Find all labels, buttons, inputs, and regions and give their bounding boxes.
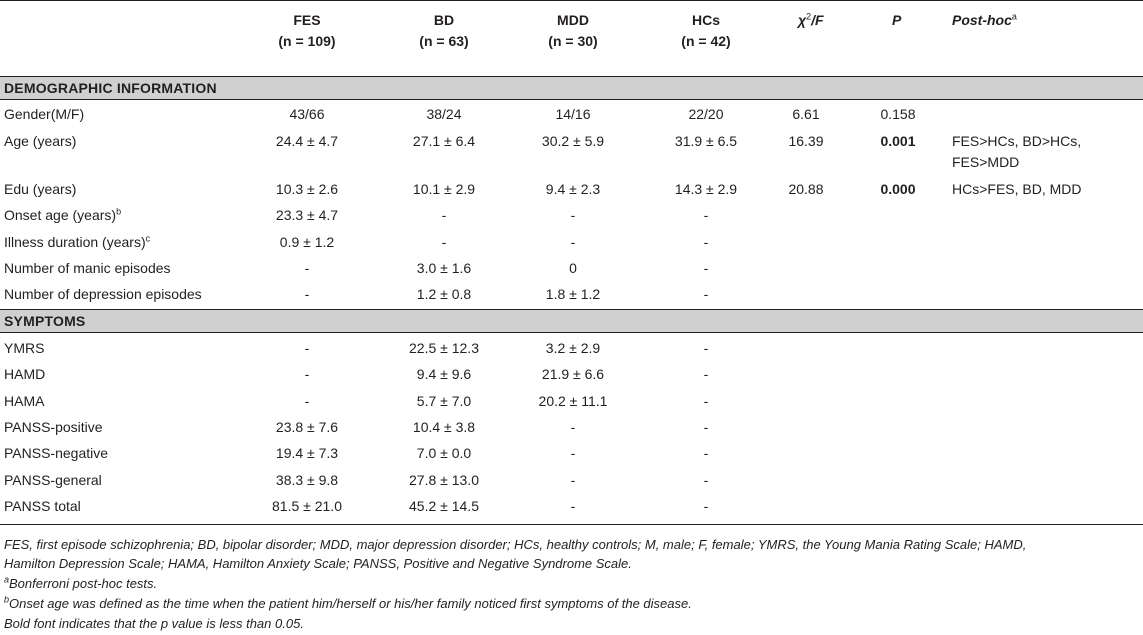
footnote-abbreviations-2: Hamilton Depression Scale; HAMA, Hamilton Anxiety Scale; PANSS, Positive and Negative Syndrome Scale. [4,556,632,571]
cell-fes: 81.5 ± 21.0 [272,498,342,514]
cell-bd: 10.4 ± 3.8 [412,419,476,435]
cell-fes: 23.8 ± 7.6 [275,419,339,435]
cell-bd: 1.2 ± 0.8 [416,286,472,302]
cell-bd: 3.0 ± 1.6 [416,260,472,276]
section-demographic [0,76,1143,100]
row-label: PANSS-negative [4,445,109,461]
cell-p: 0.000 [880,181,916,197]
footnote-abbreviations-1: FES, first episode schizophrenia; BD, bipolar disorder; MDD, major depression disorder; HCs, healthy controls; M, male; F, female; YMRS, the Young Mania Rating Scale; HAMD, [4,537,1027,552]
section-symptoms-label: SYMPTOMS [4,313,86,329]
cell-hcs: - [703,472,709,488]
cell-hcs: - [703,207,709,223]
cell-mdd: 0 [569,260,577,276]
cell-bd: - [441,207,447,223]
cell-mdd: 3.2 ± 2.9 [545,340,601,356]
cell-fes: - [304,393,310,409]
footnote-a-mark: a [4,574,10,585]
cell-mdd: 9.4 ± 2.3 [545,181,601,197]
cell-hcs: - [703,419,709,435]
header-mdd-n: (n = 30) [548,33,598,49]
table-header [0,0,1143,70]
row-label: HAMA [4,393,45,409]
cell-mdd: 1.8 ± 1.2 [545,286,601,302]
header-bd-label: BD [433,12,455,28]
cell-bd: - [441,234,447,250]
cell-fes: 23.3 ± 4.7 [275,207,339,223]
footnote-a [4,574,1140,593]
header-posthoc [952,10,1137,31]
row-label: HAMD [4,366,46,382]
cell-bd: 38/24 [426,106,462,122]
footnote-b-text: Onset age was defined as the time when the patient him/herself or his/her family noticed first symptoms of the disease. [9,596,692,611]
row-label: PANSS-positive [4,419,103,435]
row-label: PANSS-general [4,472,102,488]
row-label: YMRS [4,340,45,356]
cell-mdd: 30.2 ± 5.9 [541,133,605,149]
header-chi-rest: /F [811,12,824,28]
cell-fes: 10.3 ± 2.6 [275,181,339,197]
cell-bd: 7.0 ± 0.0 [416,445,472,461]
header-mdd [512,10,634,52]
cell-mdd: 14/16 [555,106,591,122]
cell-mdd: - [570,498,576,514]
row-label [4,205,244,226]
cell-hcs: 31.9 ± 6.5 [674,133,738,149]
cell-hcs: - [703,498,709,514]
header-posthoc-label: Post-hoc [952,12,1012,28]
bottom-rule [0,524,1143,525]
row-label-text: Illness duration (years) [4,234,146,250]
cell-mdd: - [570,419,576,435]
footnote-a-text: Bonferroni post-hoc tests. [9,576,158,591]
cell-bd: 22.5 ± 12.3 [409,340,479,356]
posthoc-line-1: FES>HCs, BD>HCs, [952,133,1082,149]
cell-bd: 45.2 ± 14.5 [409,498,479,514]
header-p: P [892,12,902,28]
header-stat [798,10,858,31]
cell-fes: 38.3 ± 9.8 [275,472,339,488]
cell-mdd: - [570,445,576,461]
header-chi-sup: 2 [806,11,812,22]
section-demographic-label: DEMOGRAPHIC INFORMATION [4,80,217,96]
cell-p: 0.001 [880,133,916,149]
cell-hcs: - [703,234,709,250]
cell-posthoc: HCs>FES, BD, MDD [952,181,1082,197]
cell-fes: 0.9 ± 1.2 [279,234,335,250]
row-label: Gender(M/F) [4,106,85,122]
cell-mdd: 20.2 ± 11.1 [538,393,608,409]
header-fes-n: (n = 109) [278,33,336,49]
cell-hcs: - [703,445,709,461]
cell-bd: 5.7 ± 7.0 [416,393,472,409]
row-label: Number of depression episodes [4,286,202,302]
header-bd-n: (n = 63) [419,33,469,49]
footnote-b-mark: b [4,594,10,605]
cell-p: 0.158 [880,106,916,122]
header-posthoc-sup: a [1011,11,1017,22]
header-fes [246,10,368,52]
footnote-b [4,594,1140,613]
cell-mdd: 21.9 ± 6.6 [541,366,605,382]
cell-bd: 27.1 ± 6.4 [412,133,476,149]
cell-posthoc [952,131,1137,173]
row-label [4,232,244,253]
cell-fes: 43/66 [289,106,325,122]
cell-bd: 27.8 ± 13.0 [409,472,479,488]
cell-hcs: 14.3 ± 2.9 [674,181,738,197]
cell-stat: 16.39 [788,133,824,149]
cell-fes: - [304,366,310,382]
row-label-sup: c [145,233,151,244]
cell-hcs: - [703,393,709,409]
header-hcs-label: HCs [691,12,720,28]
footnote-bold-note: Bold font indicates that the p value is less than 0.05. [4,616,304,631]
header-hcs-n: (n = 42) [681,33,731,49]
cell-hcs: - [703,340,709,356]
header-fes-label: FES [293,12,321,28]
cell-mdd: - [570,207,576,223]
cell-fes: 24.4 ± 4.7 [275,133,339,149]
row-label: Edu (years) [4,181,77,197]
cell-hcs: 22/20 [688,106,724,122]
row-label: Number of manic episodes [4,260,171,276]
row-label-sup: b [116,206,122,217]
row-label: PANSS total [4,498,81,514]
header-mdd-label: MDD [557,12,589,28]
cell-stat: 6.61 [792,106,820,122]
cell-hcs: - [703,260,709,276]
cell-fes: - [304,286,310,302]
cell-bd: 9.4 ± 9.6 [416,366,472,382]
cell-fes: - [304,260,310,276]
row-label-text: Onset age (years) [4,207,117,223]
header-bd [383,10,505,52]
cell-mdd: - [570,234,576,250]
header-hcs [645,10,767,52]
cell-bd: 10.1 ± 2.9 [412,181,476,197]
cell-hcs: - [703,366,709,382]
cell-stat: 20.88 [788,181,824,197]
section-symptoms [0,309,1143,333]
cell-fes: - [304,340,310,356]
posthoc-line-2: FES>MDD [952,154,1020,170]
row-label: Age (years) [4,133,77,149]
cell-hcs: - [703,286,709,302]
cell-mdd: - [570,472,576,488]
cell-fes: 19.4 ± 7.3 [275,445,339,461]
header-chi: χ [798,12,807,28]
